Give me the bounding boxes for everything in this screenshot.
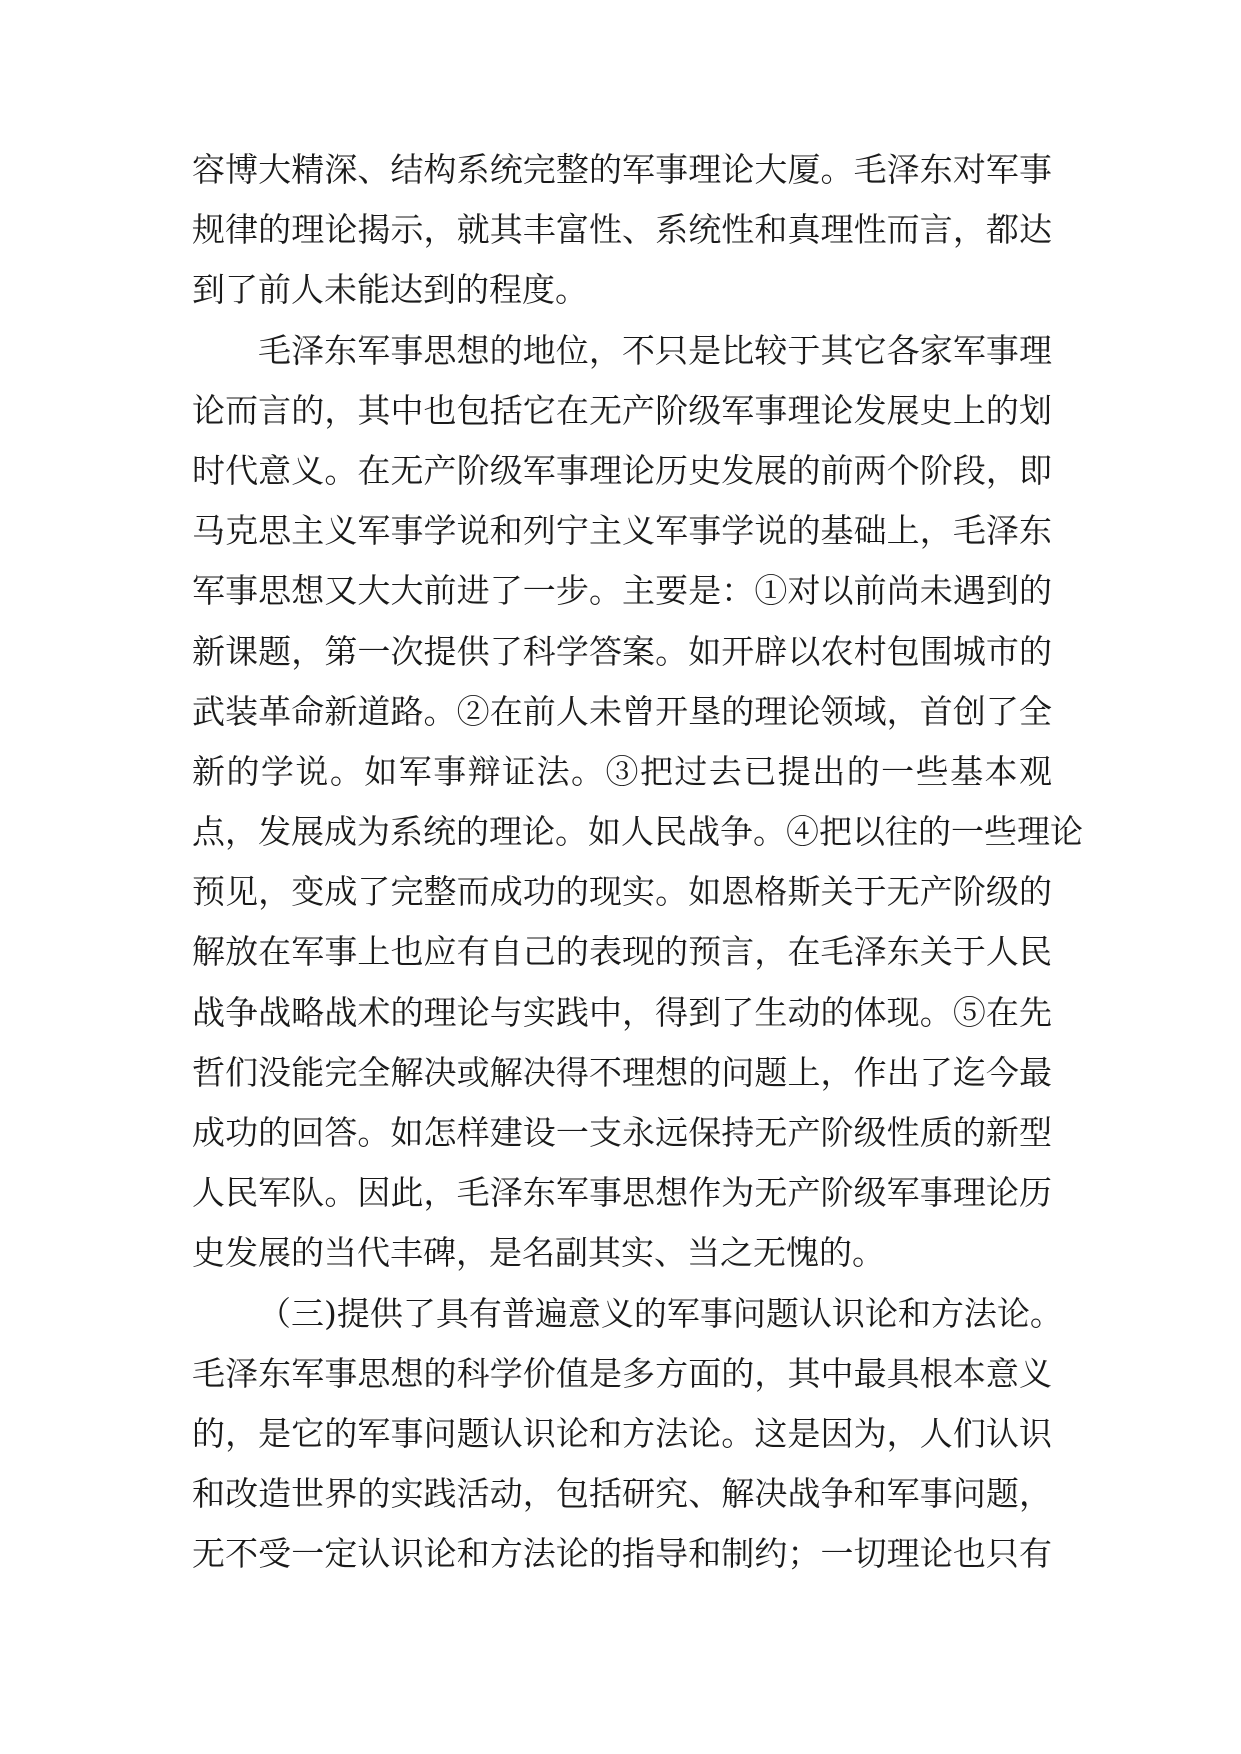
- text-line: 到了前人未能达到的程度。: [192, 270, 588, 310]
- text-line: 和改造世界的实践活动，包括研究、解决战争和军事问题，: [192, 1474, 1052, 1514]
- text-line: 新的学说。如军事辩证法。③把过去已提出的一些基本观: [192, 751, 1052, 791]
- text-line: 成功的回答。如怎样建设一支永远保持无产阶级性质的新型: [192, 1113, 1052, 1152]
- text-line: 容博大精深、结构系统完整的军事理论大厦。毛泽东对军事: [192, 150, 1052, 189]
- text-line: 军事思想又大大前进了一步。主要是：①对以前尚未遇到的: [192, 571, 1052, 611]
- text-line: 战争战略战术的理论与实践中，得到了生动的体现。⑤在先: [192, 992, 1052, 1032]
- text-line: 论而言的，其中也包括它在无产阶级军事理论发展史上的划: [192, 390, 1052, 430]
- text-line: 解放在军事上也应有自己的表现的预言，在毛泽东关于人民: [192, 932, 1052, 972]
- text-line: 无不受一定认识论和方法论的指导和制约；一切理论也只有: [192, 1534, 1052, 1574]
- text-line: 人民军队。因此，毛泽东军事思想作为无产阶级军事理论历: [192, 1173, 1052, 1213]
- body-text: [192, 140, 1083, 1585]
- text-line: 规律的理论揭示，就其丰富性、系统性和真理性而言，都达: [192, 210, 1052, 250]
- text-line: 新课题，第一次提供了科学答案。如开辟以农村包围城市的: [192, 631, 1052, 671]
- section-heading-line: （三)提供了具有普遍意义的军事问题认识论和方法论。: [258, 1293, 1063, 1333]
- text-line: 武装革命新道路。②在前人未曾开垦的理论领域，首创了全: [192, 691, 1052, 731]
- text-line: 点，发展成为系统的理论。如人民战争。④把以往的一些理论: [192, 812, 1083, 852]
- text-line: 史发展的当代丰碑，是名副其实、当之无愧的。: [192, 1233, 885, 1273]
- paragraph-start-line: 毛泽东军事思想的地位，不只是比较于其它各家军事理: [258, 330, 1052, 370]
- text-line: 马克思主义军事学说和列宁主义军事学说的基础上，毛泽东: [192, 511, 1052, 551]
- text-line: 毛泽东军事思想的科学价值是多方面的，其中最具根本意义: [192, 1353, 1052, 1393]
- text-line: 哲们没能完全解决或解决得不理想的问题上，作出了迄今最: [192, 1052, 1052, 1092]
- text-line: 时代意义。在无产阶级军事理论历史发展的前两个阶段，即: [192, 450, 1052, 490]
- text-line: 的，是它的军事问题认识论和方法论。这是因为，人们认识: [192, 1413, 1052, 1453]
- text-line: 预见，变成了完整而成功的现实。如恩格斯关于无产阶级的: [192, 872, 1052, 912]
